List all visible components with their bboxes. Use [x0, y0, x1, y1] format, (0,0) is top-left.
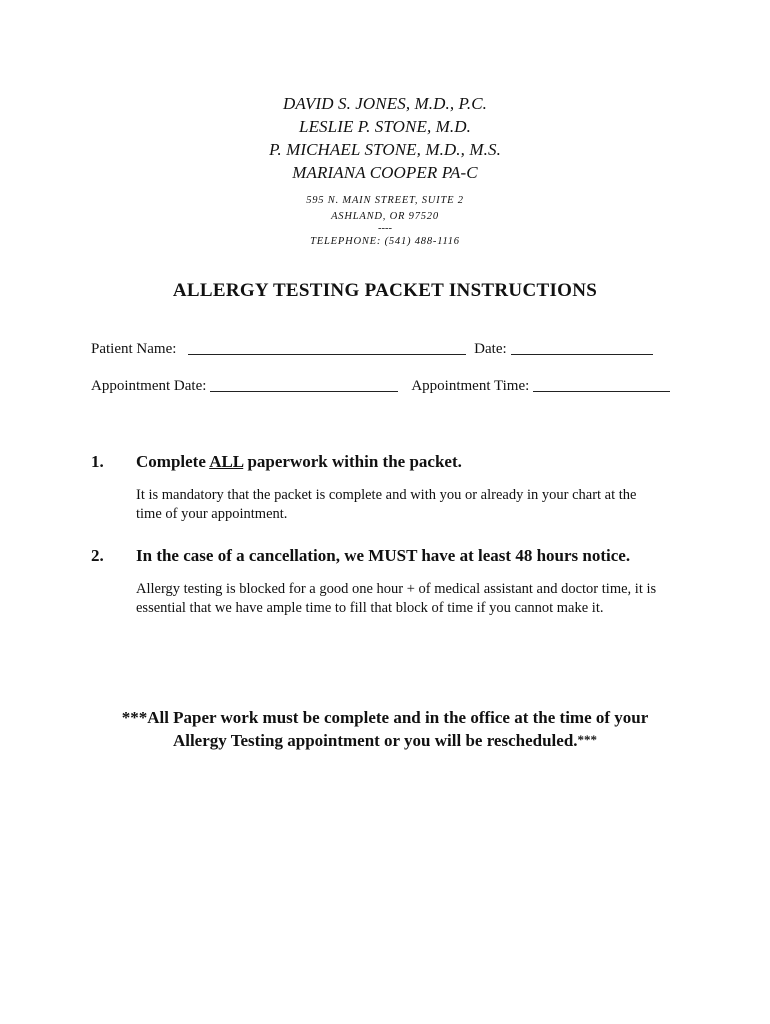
address-separator: ---- — [378, 223, 392, 234]
notice-text: Allergy Testing appointment or you will be rescheduled. — [172, 731, 578, 750]
heading-text: Complete — [136, 452, 210, 471]
instruction-body — [136, 486, 696, 524]
notice-line: ***All Paper work must be complete and in the office at the time of your — [121, 708, 649, 727]
heading-text: In the case of a cancellation, we MUST have at least 48 hours notice. — [136, 546, 631, 565]
important-notice — [0, 707, 770, 752]
doctor-name: MARIANA COOPER PA-C — [292, 163, 478, 182]
address-street: 595 N. MAIN STREET, SUITE 2 — [306, 195, 464, 206]
heading-emphasis: ALL — [209, 452, 244, 471]
telephone: TELEPHONE: (541) 488-1116 — [310, 236, 460, 247]
instruction-heading — [91, 545, 691, 567]
instruction-body — [136, 580, 696, 618]
date-label: Date: — [474, 341, 507, 357]
page-title: ALLERGY TESTING PACKET INSTRUCTIONS — [172, 280, 598, 301]
instruction-number: 2. — [91, 546, 104, 565]
notice-line — [0, 729, 770, 752]
notice-stars: *** — [577, 732, 598, 747]
date-field[interactable] — [511, 339, 653, 355]
doctor-name: P. MICHAEL STONE, M.D., M.S. — [269, 140, 501, 159]
office-address — [0, 193, 770, 250]
instruction-item — [91, 451, 691, 524]
appointment-date-field[interactable] — [210, 376, 398, 392]
address-city: ASHLAND, OR 97520 — [331, 210, 439, 222]
doctor-name: LESLIE P. STONE, M.D. — [299, 117, 471, 136]
instruction-item — [91, 545, 691, 618]
appointment-info-row — [91, 376, 670, 395]
heading-text: paperwork within the packet. — [243, 452, 462, 471]
appointment-date-label: Appointment Date: — [91, 378, 207, 394]
body-line: time of your appointment. — [136, 506, 288, 522]
patient-info-row — [91, 339, 653, 358]
body-line: Allergy testing is blocked for a good one hour + of medical assistant and doctor time, it is — [136, 581, 657, 597]
instruction-heading — [91, 451, 691, 473]
letterhead — [0, 92, 770, 250]
appointment-time-field[interactable] — [533, 376, 670, 392]
body-line: essential that we have ample time to fill that block of time if you cannot make it. — [136, 600, 604, 616]
doctor-name: DAVID S. JONES, M.D., P.C. — [282, 94, 487, 113]
instruction-number: 1. — [91, 452, 104, 471]
patient-name-label: Patient Name: — [91, 341, 177, 357]
body-line: It is mandatory that the packet is complete and with you or already in your chart at the — [136, 487, 637, 503]
appointment-time-label: Appointment Time: — [411, 378, 530, 394]
patient-name-field[interactable] — [188, 339, 466, 355]
